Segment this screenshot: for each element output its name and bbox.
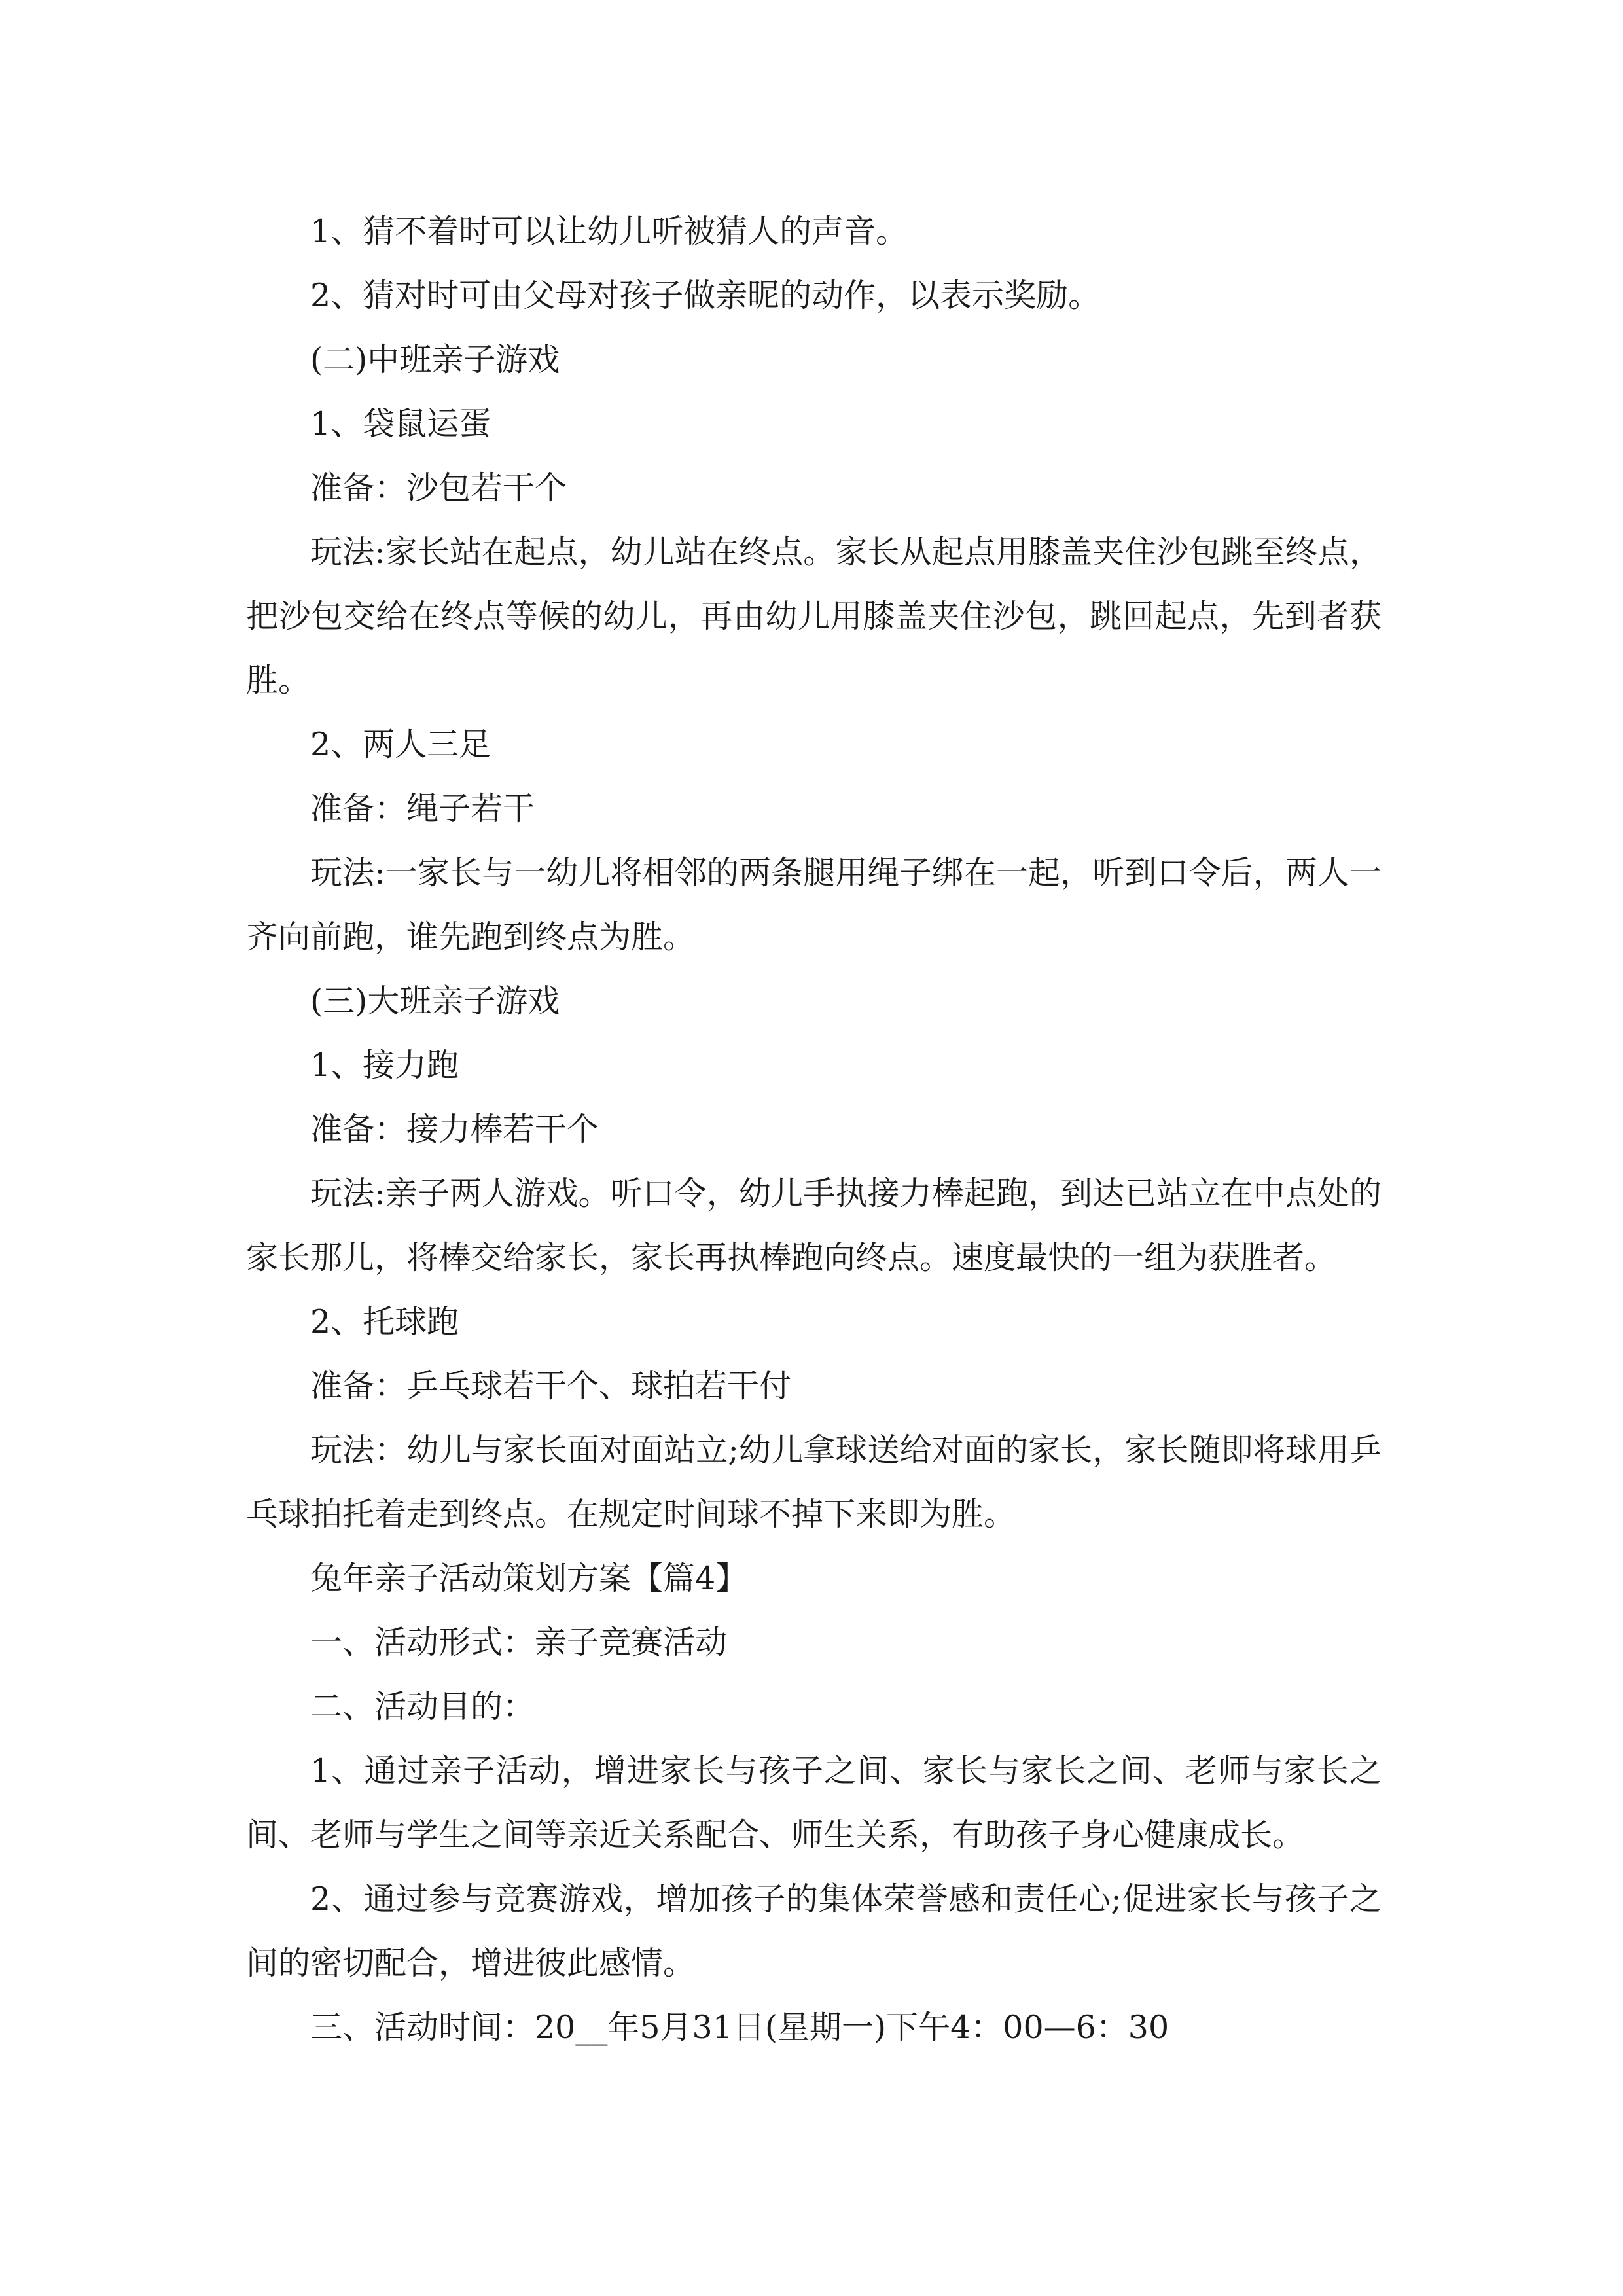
document-body bbox=[246, 200, 1382, 2060]
paragraph-tip-2: 2、猜对时可由父母对孩子做亲昵的动作，以表示奖励。 bbox=[310, 277, 1101, 314]
game-rules-three-legged: 玩法:一家长与一幼儿将相邻的两条腿用绳子绑在一起，听到口令后，两人一齐向前跑，谁先跑到终点为胜。 bbox=[246, 854, 1382, 956]
game-rules-ball-carry: 玩法：幼儿与家长面对面站立;幼儿拿球送给对面的家长，家长随即将球用乒乓球拍托着走到终点。在规定时间球不掉下来即为胜。 bbox=[246, 1431, 1382, 1533]
game-prep-ball-carry: 准备：乒乓球若干个、球拍若干付 bbox=[310, 1367, 792, 1405]
game-title-ball-carry: 2、托球跑 bbox=[310, 1303, 459, 1340]
game-title-relay: 1、接力跑 bbox=[310, 1047, 459, 1084]
game-rules-relay: 玩法:亲子两人游戏。听口令，幼儿手执接力棒起跑，到达已站立在中点处的家长那儿，将棒交给家长，家长再执棒跑向终点。速度最快的一组为获胜者。 bbox=[246, 1175, 1382, 1276]
section-heading-senior-class: (三)大班亲子游戏 bbox=[310, 982, 560, 1020]
activity-time: 三、活动时间：20__年5月31日(星期一)下午4：00—6：30 bbox=[310, 2009, 1169, 2046]
plan-title-part-4: 兔年亲子活动策划方案【篇4】 bbox=[310, 1560, 748, 1597]
activity-purpose-2: 2、通过参与竞赛游戏，增加孩子的集体荣誉感和责任心;促进家长与孩子之间的密切配合，增进彼此感情。 bbox=[246, 1880, 1382, 1982]
game-prep-kangaroo-egg: 准备：沙包若干个 bbox=[310, 469, 567, 507]
game-title-three-legged: 2、两人三足 bbox=[310, 726, 491, 763]
game-title-kangaroo-egg: 1、袋鼠运蛋 bbox=[310, 405, 491, 442]
section-heading-middle-class: (二)中班亲子游戏 bbox=[310, 341, 560, 378]
activity-purpose-heading: 二、活动目的： bbox=[310, 1688, 535, 1725]
game-prep-relay: 准备：接力棒若干个 bbox=[310, 1111, 599, 1148]
paragraph-tip-1: 1、猜不着时可以让幼儿听被猜人的声音。 bbox=[310, 213, 908, 250]
game-rules-kangaroo-egg: 玩法:家长站在起点，幼儿站在终点。家长从起点用膝盖夹住沙包跳至终点，把沙包交给在终点等候的幼儿，再由幼儿用膝盖夹住沙包，跳回起点，先到者获胜。 bbox=[246, 533, 1382, 699]
game-prep-three-legged: 准备：绳子若干 bbox=[310, 790, 535, 827]
activity-form: 一、活动形式：亲子竞赛活动 bbox=[310, 1624, 728, 1661]
activity-purpose-1: 1、通过亲子活动，增进家长与孩子之间、家长与家长之间、老师与家长之间、老师与学生之间等亲近关系配合、师生关系，有助孩子身心健康成长。 bbox=[246, 1752, 1382, 1854]
